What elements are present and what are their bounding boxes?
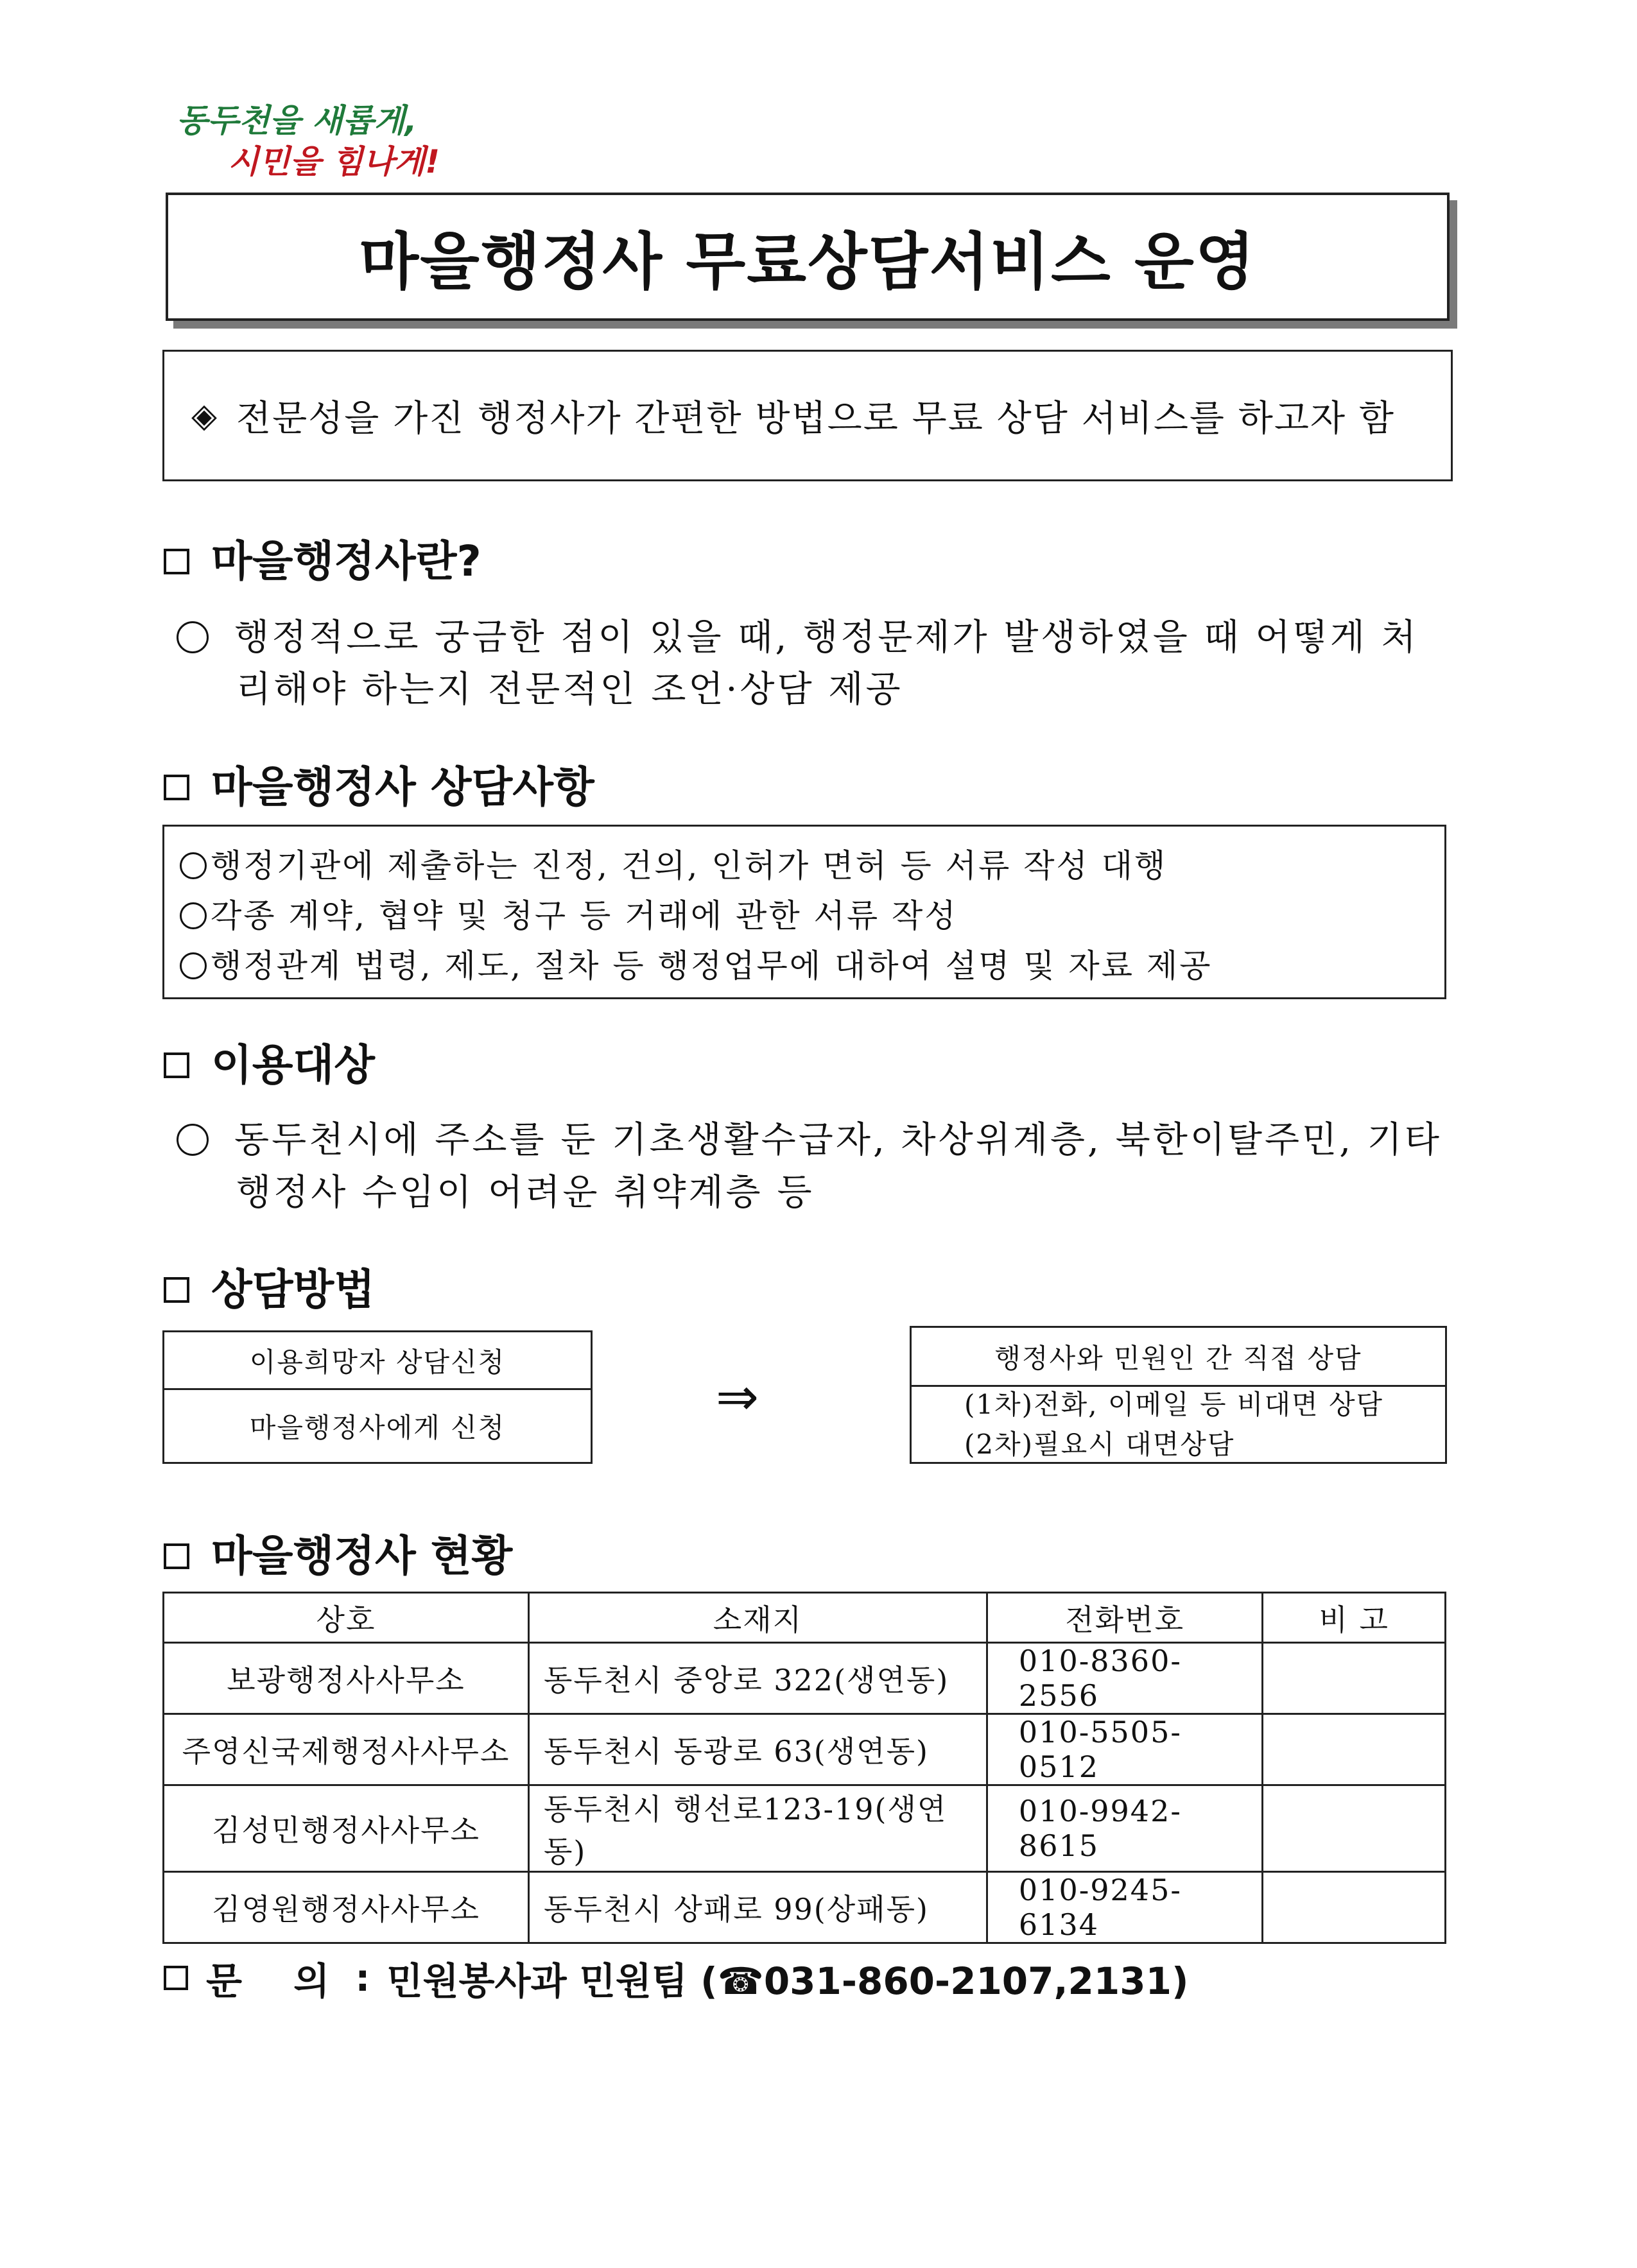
section-heading-text: 이용대상 (211, 1040, 376, 1090)
column-header-address: 소재지 (528, 1593, 987, 1643)
about-line-2: 리해야 하는지 전문적인 조언·상담 제공 (236, 669, 903, 710)
office-note (1263, 1714, 1446, 1785)
consult-items-box (162, 825, 1446, 999)
title-box (166, 193, 1450, 321)
office-address: 동두천시 상패로 99(상패동) (528, 1872, 987, 1943)
circle-bullet-icon (180, 902, 207, 929)
contact-label: 문 의 (206, 1959, 349, 2003)
office-note (1263, 1872, 1446, 1943)
table-row (164, 1785, 1446, 1872)
about-line-1 (177, 613, 1419, 663)
circle-bullet-icon (180, 852, 207, 879)
section-method-heading (164, 1264, 375, 1316)
section-heading-text: 마을행정사 현황 (211, 1531, 513, 1581)
consult-item (180, 841, 1429, 891)
office-table (162, 1592, 1446, 1944)
method-consult-step-1: (1차)전화, 이메일 등 비대면 상담 (964, 1388, 1384, 1420)
slogan-line-1: 동두천을 새롭게, (177, 102, 417, 139)
circle-bullet-icon (177, 621, 209, 653)
target-text-1: 동두천시에 주소를 둔 기초생활수급자, 차상위계층, 북한이탈주민, 기타 (234, 1119, 1442, 1161)
office-phone: 010-9942-8615 (987, 1785, 1263, 1872)
method-consult-box (910, 1326, 1447, 1464)
method-request-box (162, 1330, 593, 1464)
consult-item (180, 941, 1429, 991)
contact-text: 민원봉사과 민원팀 (☎031-860-2107,2131) (386, 1959, 1189, 2003)
office-phone: 010-5505-0512 (987, 1714, 1263, 1785)
table-header-row (164, 1593, 1446, 1643)
section-heading-text: 상담방법 (211, 1265, 376, 1314)
checkbox-square-icon (164, 775, 189, 800)
section-target-heading (164, 1040, 375, 1091)
section-heading-text: 마을행정사란? (211, 537, 481, 586)
purpose-text: 전문성을 가진 행정사가 간편한 방법으로 무료 상담 서비스를 하고자 함 (236, 397, 1395, 440)
column-header-note: 비 고 (1263, 1593, 1446, 1643)
office-note (1263, 1785, 1446, 1872)
page-title: 마을행정사 무료상담서비스 운영 (359, 225, 1256, 298)
contact-line (164, 1951, 1189, 2005)
consult-item (180, 891, 1429, 941)
method-consult-step-2: (2차)필요시 대면상담 (964, 1428, 1235, 1460)
method-consult-title: 행정사와 민원인 간 직접 상담 (912, 1328, 1445, 1387)
office-name: 주영신국제행정사사무소 (164, 1714, 529, 1785)
method-request-detail: 마을행정사에게 신청 (249, 1412, 506, 1443)
section-heading-text: 마을행정사 상담사항 (211, 762, 594, 812)
about-text-1: 행정적으로 궁금한 점이 있을 때, 행정문제가 발생하였을 때 어떻게 처 (234, 617, 1419, 658)
circle-bullet-icon (180, 952, 207, 979)
office-phone: 010-9245-6134 (987, 1872, 1263, 1943)
office-phone: 010-8360-2556 (987, 1643, 1263, 1714)
checkbox-square-icon (164, 1543, 189, 1569)
slogan-line-2: 시민을 힘나게! (228, 143, 440, 180)
table-row (164, 1872, 1446, 1943)
circle-bullet-icon (177, 1124, 209, 1156)
section-status-heading (164, 1531, 512, 1582)
contact-colon: : (355, 1956, 370, 2000)
checkbox-square-icon (164, 1277, 189, 1303)
office-address: 동두천시 행선로123-19(생연동) (528, 1785, 987, 1872)
table-row (164, 1714, 1446, 1785)
section-about-heading (164, 536, 481, 587)
office-name: 김영원행정사사무소 (164, 1872, 529, 1943)
office-name: 보광행정사사무소 (164, 1643, 529, 1714)
target-line-2: 행정사 수임이 어려운 취약계층 등 (236, 1172, 815, 1214)
diamond-icon: ◈ (191, 396, 218, 435)
consult-item-text: 각종 계약, 협약 및 청구 등 거래에 관한 서류 작성 (211, 897, 958, 934)
office-name: 김성민행정사사무소 (164, 1785, 529, 1872)
office-address: 동두천시 동광로 63(생연동) (528, 1714, 987, 1785)
office-address: 동두천시 중앙로 322(생연동) (528, 1643, 987, 1714)
column-header-name: 상호 (164, 1593, 529, 1643)
checkbox-square-icon (164, 549, 189, 574)
section-consult-heading (164, 762, 594, 813)
method-request-title: 이용희망자 상담신청 (164, 1332, 591, 1390)
consult-item-text: 행정관계 법령, 제도, 절차 등 행정업무에 대하여 설명 및 자료 제공 (211, 947, 1213, 984)
checkbox-square-icon (164, 1966, 188, 1990)
checkbox-square-icon (164, 1052, 189, 1078)
right-double-arrow-icon: ⇒ (716, 1367, 759, 1427)
method-consult-detail (912, 1387, 1445, 1462)
column-header-phone: 전화번호 (987, 1593, 1263, 1643)
office-note (1263, 1643, 1446, 1714)
purpose-box (162, 350, 1453, 481)
target-line-1 (177, 1115, 1442, 1165)
table-row (164, 1643, 1446, 1714)
consult-item-text: 행정기관에 제출하는 진정, 건의, 인허가 면허 등 서류 작성 대행 (211, 847, 1168, 884)
